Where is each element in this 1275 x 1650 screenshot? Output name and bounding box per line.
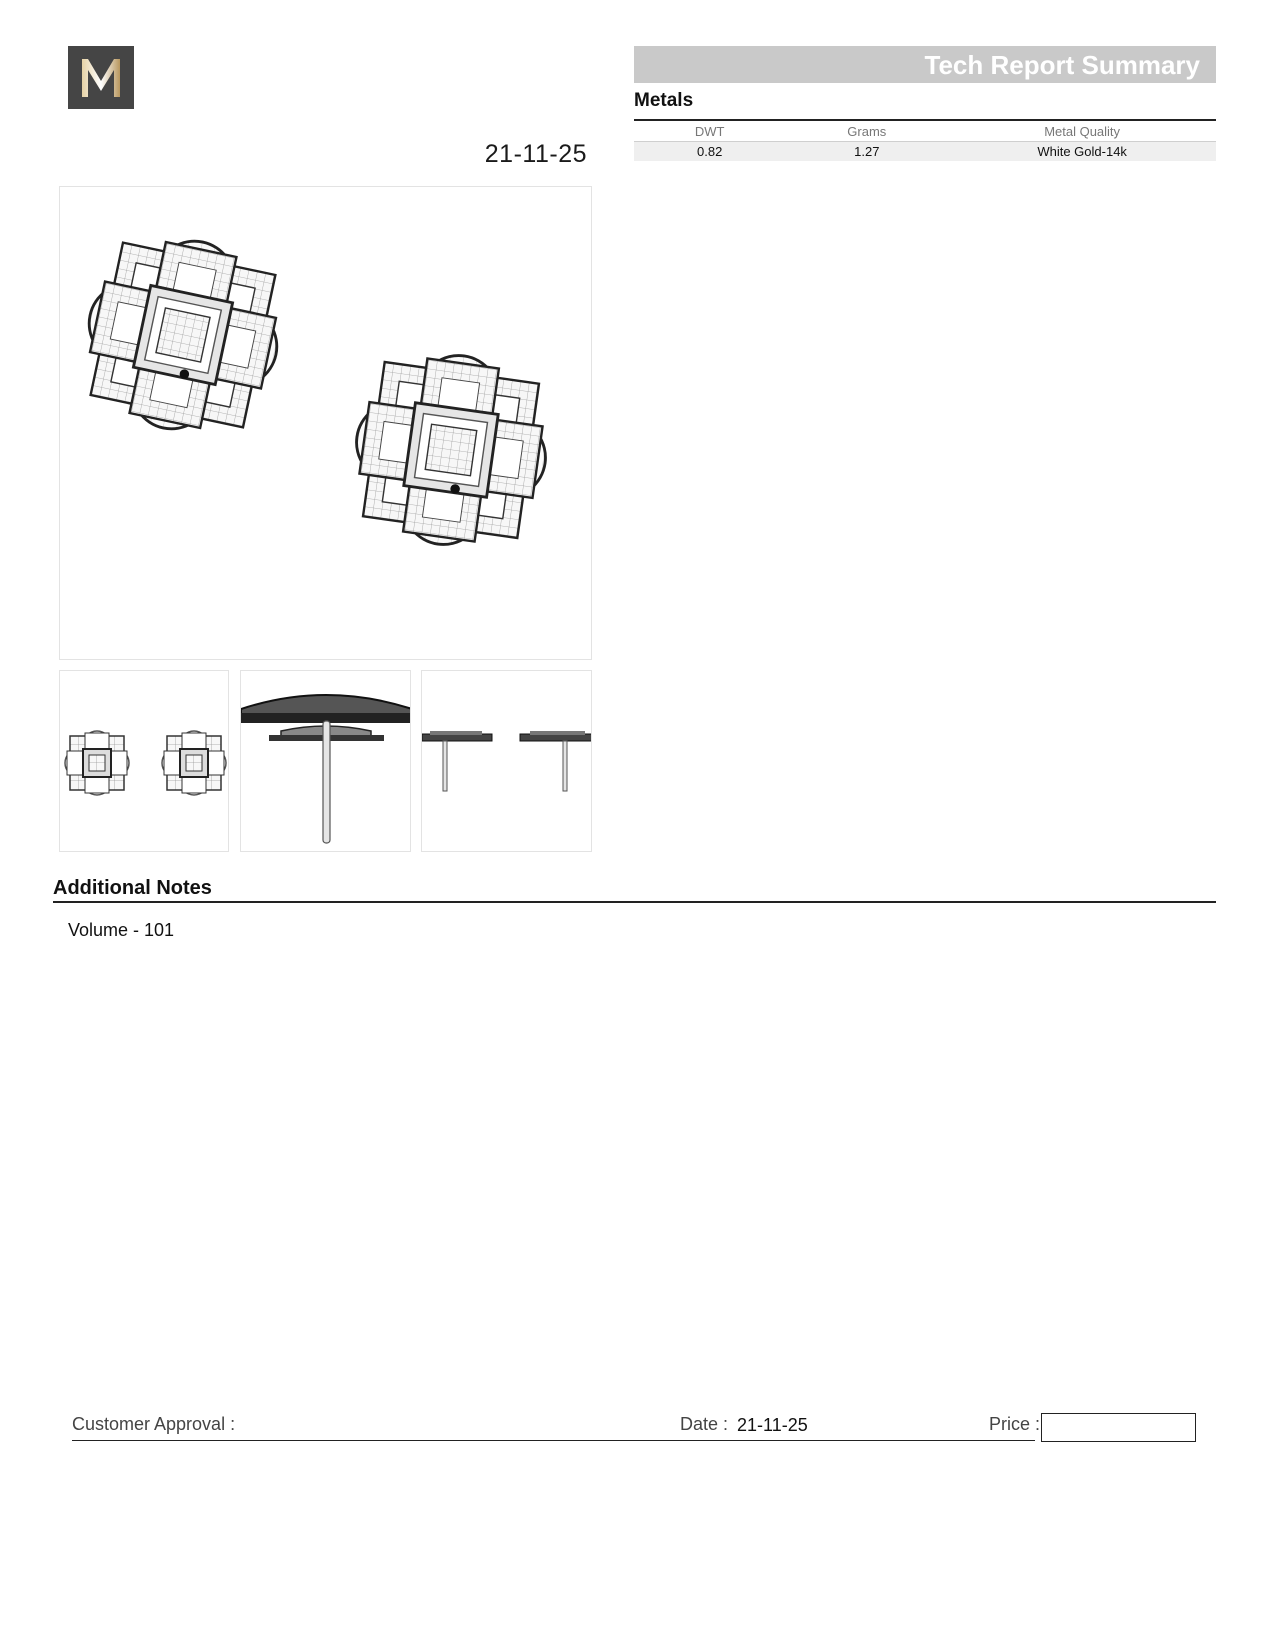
signature-line [72, 1440, 1035, 1441]
report-title: Tech Report Summary [924, 50, 1200, 80]
main-product-render [59, 186, 592, 660]
notes-text: Volume - 101 [68, 920, 175, 940]
metals-table [634, 121, 1216, 161]
company-logo [68, 46, 134, 109]
col-dwt: DWT [634, 121, 785, 142]
metals-header-row [634, 121, 1216, 142]
customer-approval-label: Customer Approval : [72, 1414, 236, 1434]
table-row [634, 142, 1216, 162]
date-label: Date : [680, 1414, 729, 1434]
metals-heading: Metals [634, 90, 694, 111]
report-banner [634, 46, 1216, 83]
additional-notes-heading: Additional Notes [53, 877, 212, 899]
price-label: Price : [989, 1414, 1041, 1434]
col-grams: Grams [785, 121, 948, 142]
notes-divider [53, 901, 1216, 903]
date-value: 21-11-25 [737, 1415, 808, 1435]
cell-metal-quality: White Gold-14k [948, 142, 1216, 162]
thumbnail-profile-view [421, 670, 592, 852]
price-field[interactable] [1041, 1413, 1196, 1442]
col-metal-quality: Metal Quality [948, 121, 1216, 142]
cell-grams: 1.27 [785, 142, 948, 162]
document-date: 21-11-25 [484, 140, 587, 168]
cell-dwt: 0.82 [634, 142, 785, 162]
thumbnail-side-view [240, 670, 411, 852]
thumbnail-front-view [59, 670, 229, 852]
